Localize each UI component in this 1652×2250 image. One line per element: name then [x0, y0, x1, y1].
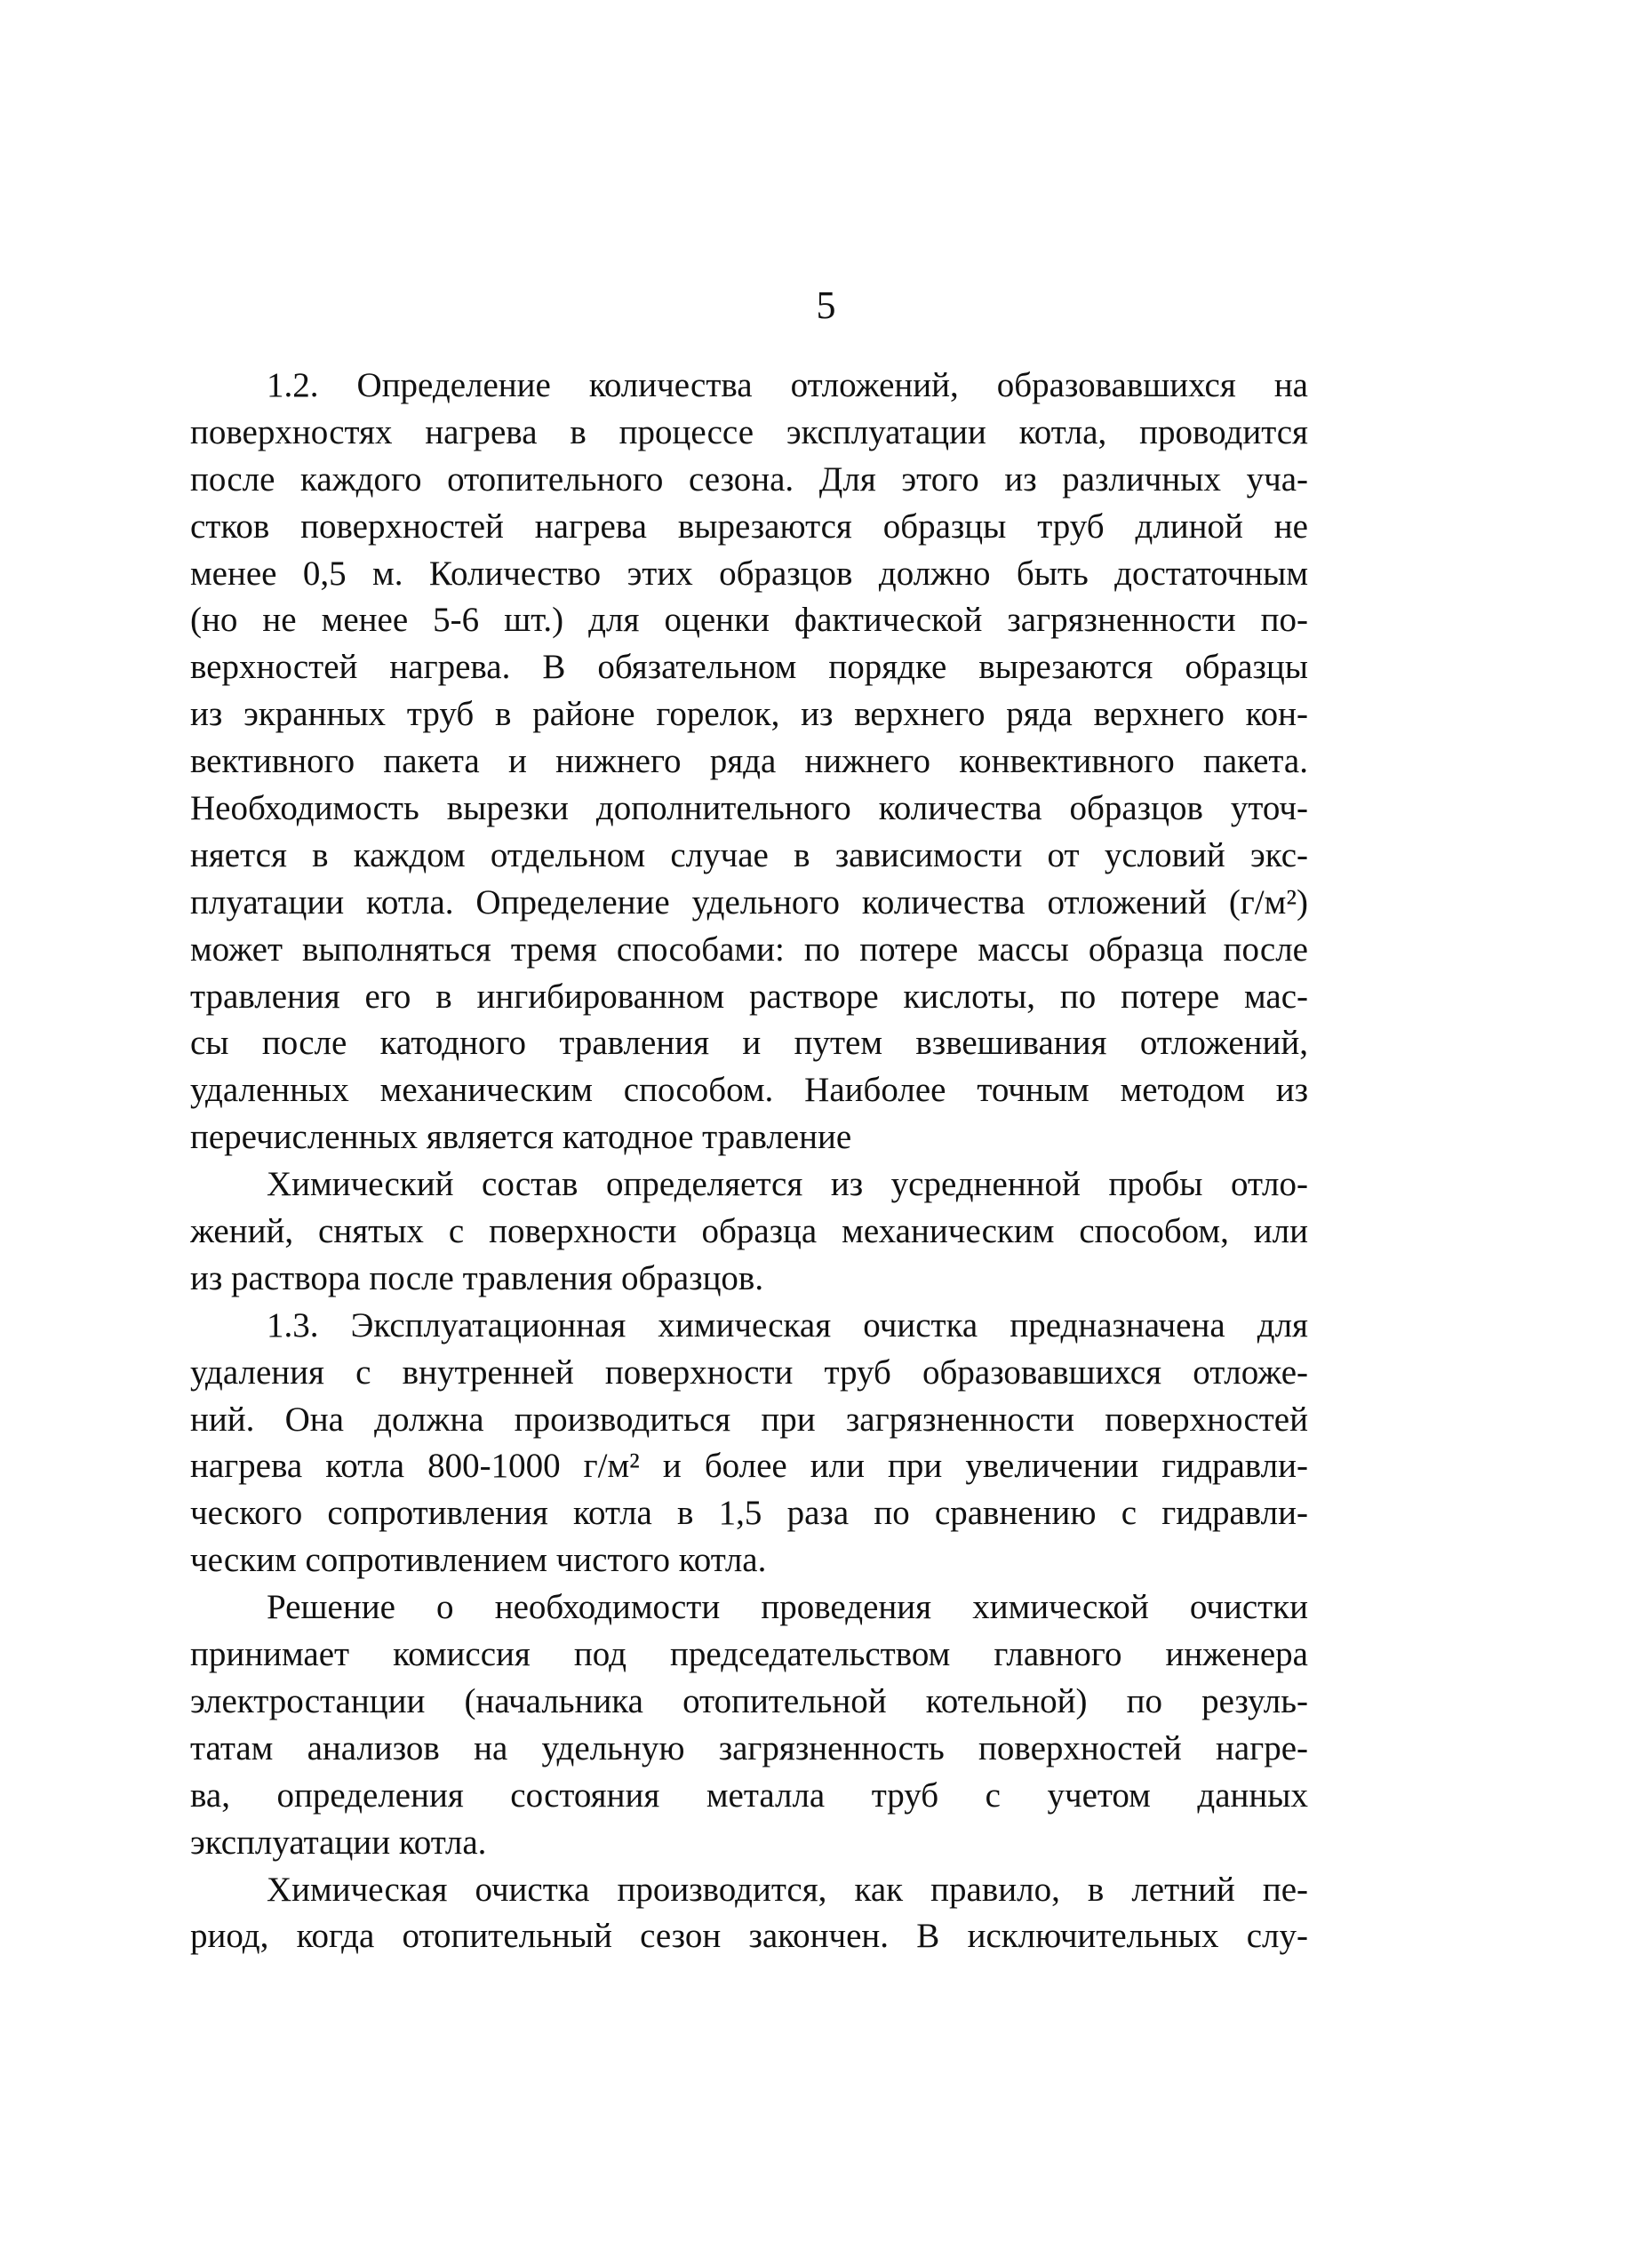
- text-line: сы после катодного травления и путем взвешивания отложений,: [190, 1024, 1308, 1063]
- text-line: 1.2. Определение количества отложений, образовавшихся на: [267, 366, 1308, 404]
- text-line: Химический состав определяется из усредненной пробы отло-: [267, 1165, 1308, 1204]
- text-line: верхностей нагрева. В обязательном порядке вырезаются образцы: [190, 648, 1308, 687]
- text-line: ческим сопротивлением чистого котла.: [190, 1541, 767, 1580]
- text-line: риод, когда отопительный сезон закончен. В исключительных слу-: [190, 1917, 1308, 1956]
- text-line: перечисленных является катодное травление: [190, 1118, 852, 1157]
- text-line: Химическая очистка производится, как правило, в летний пе-: [267, 1870, 1308, 1909]
- text-line: удаления с внутренней поверхности труб образовавшихся отложе-: [190, 1352, 1308, 1392]
- text-line: стков поверхностей нагрева вырезаются образцы труб длиной не: [190, 507, 1308, 546]
- text-line: электростанции (начальника отопительной котельной) по резуль-: [190, 1681, 1308, 1720]
- text-line: жений, снятых с поверхности образца механическим способом, или: [190, 1212, 1308, 1251]
- text-line: (но не менее 5-6 шт.) для оценки фактической загрязненности по-: [190, 601, 1308, 640]
- text-line: ва, определения состояния металла труб с учетом данных: [190, 1775, 1308, 1815]
- text-line: няется в каждом отдельном случае в зависимости от условий экс-: [190, 835, 1308, 874]
- text-line: удаленных механическим способом. Наиболее точным методом из: [190, 1071, 1308, 1110]
- page-number: 5: [816, 283, 836, 327]
- text-line: нагрева котла 800-1000 г/м² и более или при увеличении гидравли-: [190, 1447, 1308, 1486]
- text-line: менее 0,5 м. Количество этих образцов должно быть достаточным: [190, 554, 1308, 593]
- text-line: может выполняться тремя способами: по потере массы образца после: [190, 930, 1308, 969]
- text-line: поверхностях нагрева в процессе эксплуатации котла, проводится: [190, 412, 1308, 451]
- text-line: эксплуатации котла.: [190, 1823, 487, 1862]
- text-line: вективного пакета и нижнего ряда нижнего конвективного пакета.: [190, 742, 1308, 781]
- text-line: Решение о необходимости проведения химической очистки: [267, 1588, 1308, 1627]
- text-line: принимает комиссия под председательством главного инженера: [190, 1635, 1308, 1674]
- text-line: ний. Она должна производиться при загрязненности поверхностей: [190, 1400, 1308, 1439]
- text-line: травления его в ингибированном растворе кислоты, по потере мас-: [190, 977, 1308, 1016]
- text-line: из экранных труб в районе горелок, из верхнего ряда верхнего кон-: [190, 695, 1308, 734]
- text-line: ческого сопротивления котла в 1,5 раза по сравнению с гидравли-: [190, 1494, 1308, 1533]
- text-line: после каждого отопительного сезона. Для этого из различных уча-: [190, 459, 1308, 499]
- text-line: Необходимость вырезки дополнительного количества образцов уточ-: [190, 789, 1308, 828]
- body-text: [190, 363, 1308, 1960]
- text-line: 1.3. Эксплуатационная химическая очистка предназначена для: [267, 1305, 1308, 1344]
- text-line: из раствора после травления образцов.: [190, 1258, 764, 1297]
- text-line: плуатации котла. Определение удельного количества отложений (г/м²): [190, 882, 1308, 922]
- text-line: татам анализов на удельную загрязненность поверхностей нагре-: [190, 1728, 1308, 1767]
